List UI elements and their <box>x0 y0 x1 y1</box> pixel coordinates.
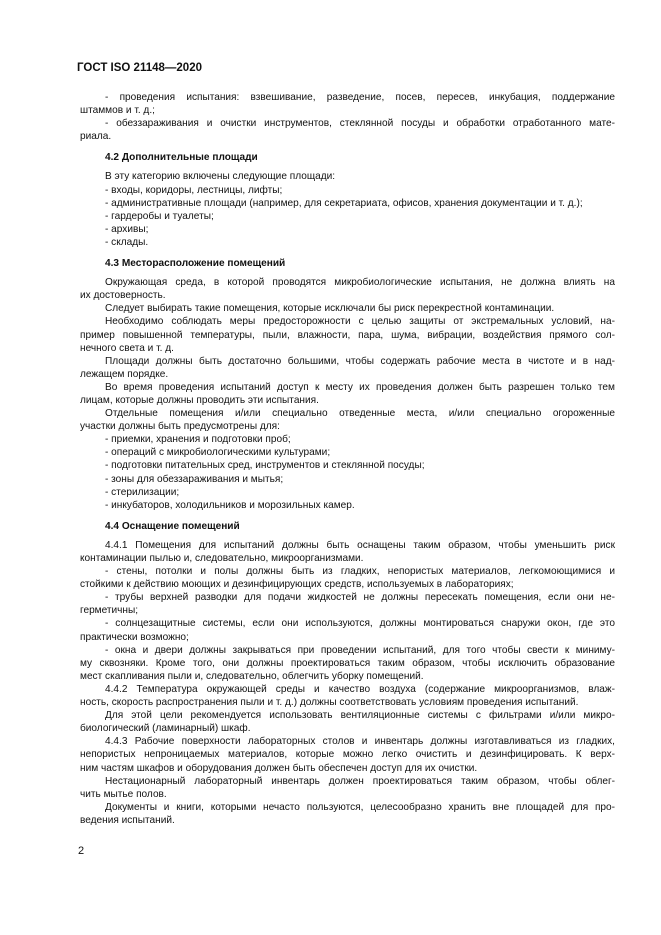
text-line: - проведения испытания: взвешивание, разведение, посев, пересев, инкубация, поддержание <box>105 92 615 103</box>
text-line: штаммов и т. д.; <box>80 105 155 117</box>
text-line: Документы и книги, которыми нечасто пользуются, целесообразно хранить вне площадей для про- <box>105 801 615 813</box>
section-heading: 4.2 Дополнительные площади <box>105 152 258 164</box>
text-line: ним частям шкафов и оборудования должен быть обеспечен доступ для их очистки. <box>80 762 478 774</box>
text-line: Для этой цели рекомендуется использовать вентиляционные системы с фильтрами и/или микро- <box>105 710 615 722</box>
text-line: Окружающая среда, в которой проводятся микробиологические испытания, не должна влиять на <box>105 277 615 289</box>
text-line: - инкубаторов, холодильников и морозильных камер. <box>105 499 355 511</box>
text-line: 4.4.2 Температура окружающей среды и качество воздуха (содержание микроорганизмов, влаж- <box>105 683 615 695</box>
text-line: лицам, которые должны проводить эти испытания. <box>80 394 319 406</box>
text-line: ность, скорость распространения пыли и т. д.) должны соответствовать условиям проведения испытаний. <box>80 697 579 709</box>
text-line: 4.4.3 Рабочие поверхности лабораторных столов и инвентарь должны изготавливаться из гладких, <box>105 736 615 748</box>
text-line: - стены, потолки и полы должны быть из гладких, непористых материалов, легкомоющимися и <box>105 566 615 578</box>
text-line: - подготовки питательных сред, инструментов и стеклянной посуды; <box>105 460 425 472</box>
text-line: непористых непроницаемых материалов, которые можно легко очистить и дезинфицировать. К верх- <box>80 749 615 761</box>
text-line: Во время проведения испытаний доступ к месту их проведения должен быть разрешен только тем <box>105 381 615 393</box>
text-line: биологический (ламинарный) шкаф. <box>80 723 251 735</box>
text-line: стойкими к действию моющих и дезинфицирующих средств, используемых в лабораториях; <box>80 579 514 591</box>
text-line: В эту категорию включены следующие площади: <box>105 171 336 183</box>
text-line: их достоверность. <box>80 290 166 302</box>
text-line: нечного света и т. д. <box>80 342 174 354</box>
document-header: ГОСТ ISO 21148—2020 <box>77 62 202 74</box>
text-line: пример повышенной температуры, пыли, влажности, пара, шума, вибрации, воздействия прямого сол- <box>80 329 615 341</box>
text-line: практически возможно; <box>80 631 189 643</box>
text-line: Необходимо соблюдать меры предосторожности с целью защиты от экстремальных условий, на- <box>105 316 615 328</box>
text-line: - гардеробы и туалеты; <box>105 210 214 222</box>
section-heading: 4.4 Оснащение помещений <box>105 520 240 532</box>
text-line: - стерилизации; <box>105 486 180 498</box>
text-line: Нестационарный лабораторный инвентарь должен проектироваться таким образом, чтобы облег- <box>105 775 615 787</box>
text-line: Отдельные помещения и/или специально отведенные места, и/или специально огороженные <box>105 408 615 420</box>
text-line: мест скапливания пыли и, следовательно, облегчить уборку помещений. <box>80 670 424 682</box>
section-heading: 4.3 Месторасположение помещений <box>105 258 286 270</box>
text-line: му сквозняки. Кроме того, они должны проектироваться таким образом, чтобы исключить образование <box>80 657 615 669</box>
text-line: - склады. <box>105 236 149 248</box>
text-line: лежащем порядке. <box>80 368 169 380</box>
text-line: - солнцезащитные системы, если они используются, должны монтироваться снаружи окон, где это <box>105 618 615 630</box>
text-line: - приемки, хранения и подготовки проб; <box>105 434 291 446</box>
text-line: - административные площади (например, для секретариата, офисов, хранения документации и т. д.); <box>105 197 583 209</box>
text-line: - обеззараживания и очистки инструментов, стеклянной посуды и обработки отработанного мате- <box>105 118 615 130</box>
text-line: - окна и двери должны закрываться при проведении испытаний, для того чтобы свести к миниму- <box>105 644 615 656</box>
text-line: риала. <box>80 131 112 143</box>
text-line: - трубы верхней разводки для подачи жидкостей не должны пересекать помещения, если они не- <box>105 592 615 604</box>
text-line: чить мытье полов. <box>80 788 167 800</box>
text-line: ведения испытаний. <box>80 814 175 826</box>
document-body <box>80 91 615 827</box>
text-line: контаминации пылью и, следовательно, микроорганизмами. <box>80 553 364 564</box>
text-line: - архивы; <box>105 223 149 235</box>
text-line: - операций с микробиологическими культурами; <box>105 447 331 459</box>
text-line: - входы, коридоры, лестницы, лифты; <box>105 184 283 196</box>
text-line: участки должны быть предусмотрены для: <box>80 421 280 433</box>
text-line: Следует выбирать такие помещения, которые исключали бы риск перекрестной контаминации. <box>105 303 555 315</box>
text-line: 4.4.1 Помещения для испытаний должны быть оснащены таким образом, чтобы уменьшить риск <box>105 539 615 551</box>
text-line: Площади должны быть достаточно большими, чтобы содержать рабочие места в чистоте и в над- <box>105 355 615 367</box>
text-line: - зоны для обеззараживания и мытья; <box>105 473 284 485</box>
text-line: герметичны; <box>80 605 139 617</box>
page-number: 2 <box>78 845 85 857</box>
